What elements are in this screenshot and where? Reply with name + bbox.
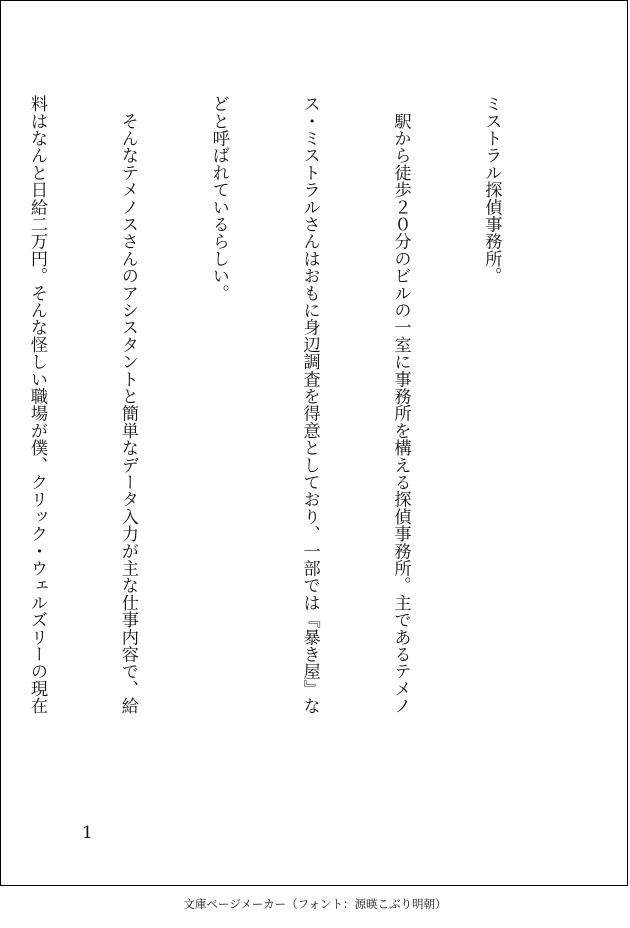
page-number: 1 (82, 823, 93, 843)
footer-caption: 文庫ページメーカー（フォント：源暎こぶり明朝） (183, 897, 447, 911)
text-line-4: どと呼ばれているらしい。 (208, 95, 229, 302)
text-line-6: 料はなんと日給二万円。そんな怪しい職場が僕、クリック・ウェルズリーの現在 (26, 95, 47, 715)
text-line-5: そんなテメノスさんのアシスタントと簡単なデータ入力が主な仕事内容で、給 (117, 95, 138, 715)
text-line-1: ミストラル探偵事務所。 (481, 95, 502, 285)
text-line-3: ス・ミストラルさんはおもに身辺調査を得意としており、一部では『暴き屋』な (299, 95, 320, 715)
text-line-2: 駅から徒歩２０分のビルの一室に事務所を構える探偵事務所。主であるテメノ (390, 95, 411, 715)
vertical-text-body (0, 95, 567, 815)
